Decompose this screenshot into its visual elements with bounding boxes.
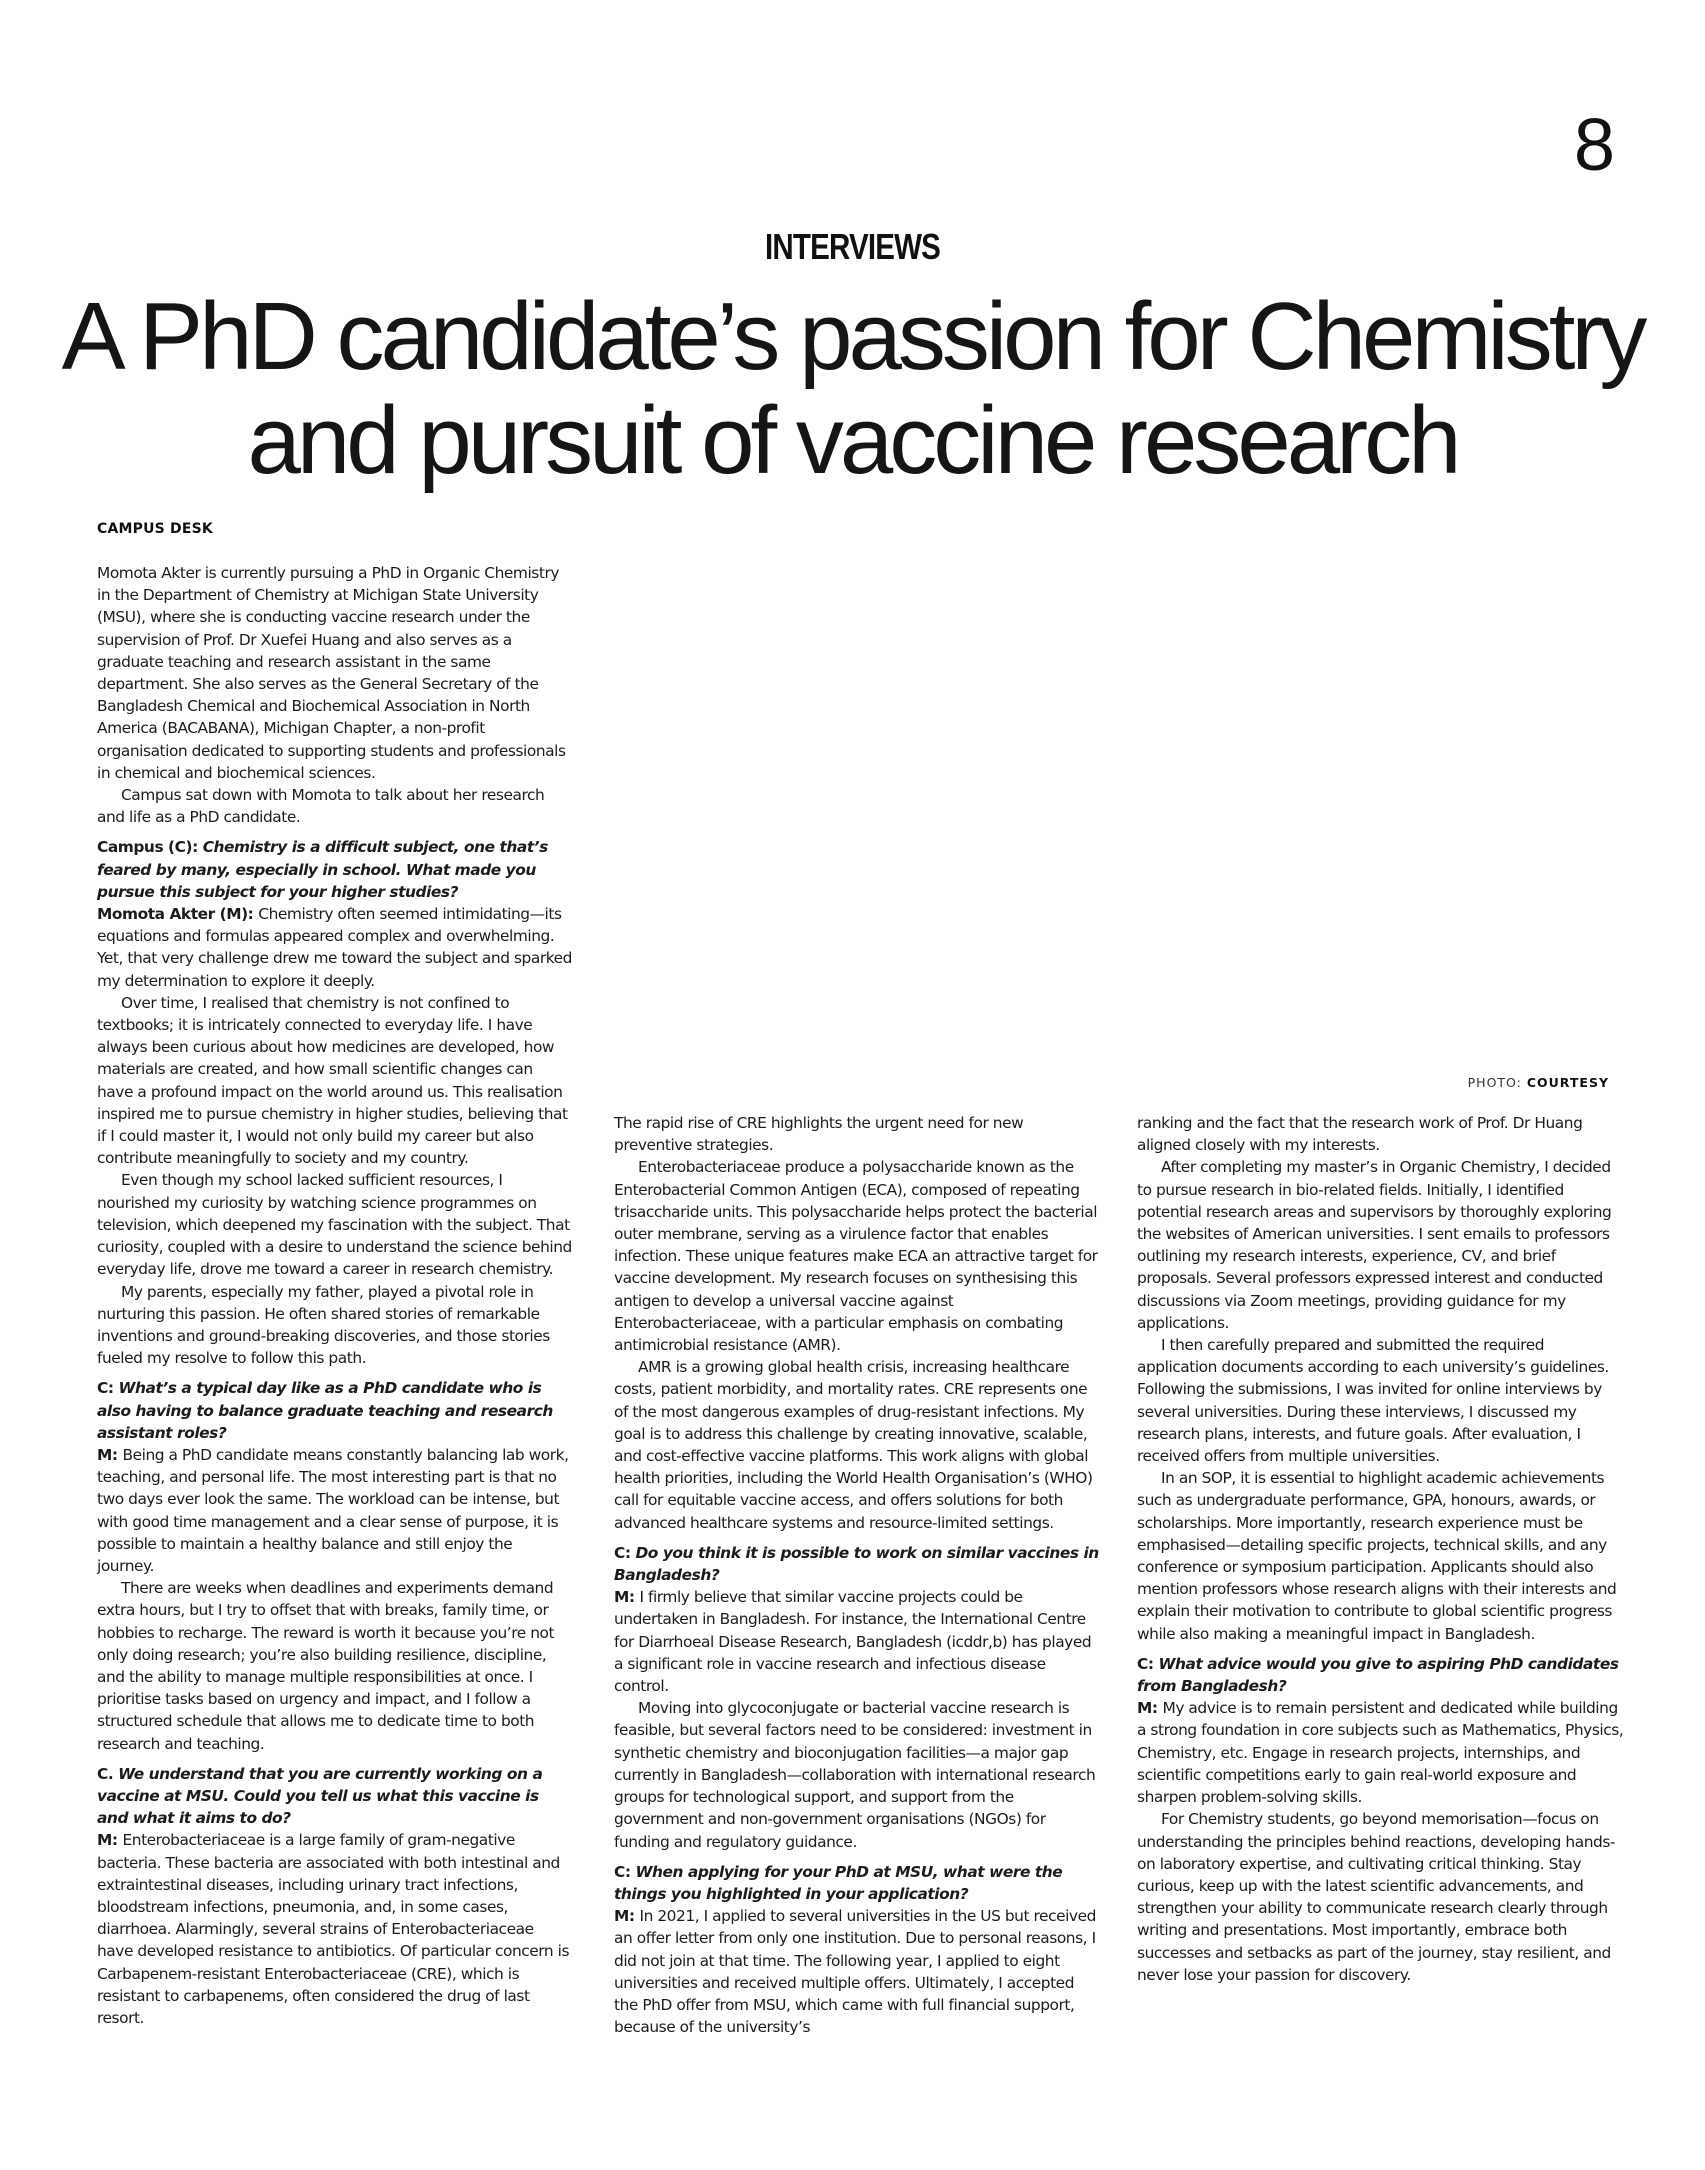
article-column-2 xyxy=(614,1112,1102,2038)
answer-paragraph: For Chemistry students, go beyond memorisation—focus on understanding the principles behind reactions, developing hands-on laboratory expertise, and cultivating critical thinking. Stay curious, keep up with the latest scientific advancements, and strengthen your ability to communicate research clearly through writing and presentations. Most importantly, embrace both successes and setbacks as part of the journey, stay resilient, and never lose your passion for discovery. xyxy=(1137,1810,1615,1984)
answer-paragraph: My parents, especially my father, played a pivotal role in nurturing this passion. He often shared stories of remarkable inventions and ground-breaking discoveries, and those stories fueled my resolve to follow this path. xyxy=(97,1282,550,1368)
intro-paragraph: Campus sat down with Momota to talk about her research and life as a PhD candidate. xyxy=(97,786,545,827)
answer-paragraph xyxy=(97,903,572,992)
question-speaker: Campus (C): xyxy=(97,838,203,857)
answer-speaker: Momota Akter (M): xyxy=(97,905,259,924)
answer-paragraph: I then carefully prepared and submitted the required application documents according to each university’s guidelines. Following the submissions, I was invited for online interviews by several universities. During these interviews, I discussed my research plans, interests, and future goals. After evaluation, I received offers from multiple universities. xyxy=(1137,1336,1609,1466)
page-number: 8 xyxy=(1573,103,1615,186)
headline-line-2: and pursuit of vaccine research xyxy=(247,387,1458,494)
question-text: What’s a typical day like as a PhD candidate who is also having to balance graduate teaching and research assistant roles? xyxy=(97,1379,553,1442)
article-column-1 xyxy=(97,562,572,2029)
answer-paragraph xyxy=(614,1586,1102,1697)
answer-speaker: M: xyxy=(614,1907,640,1926)
answer-paragraph xyxy=(1137,1697,1625,1808)
question xyxy=(614,1861,1102,1905)
answer-paragraph: Enterobacteriaceae produce a polysaccharide known as the Enterobacterial Common Antigen (ECA), composed of repeating trisaccharide units. This polysaccharide helps protect the bacterial outer membrane, serving as a virulence factor that enables infection. These unique features make ECA an attractive target for vaccine development. My research focuses on synthesising this antigen to develop a universal vaccine against Enterobacteriaceae, with a particular emphasis on combating antimicrobial resistance (AMR). xyxy=(614,1158,1098,1355)
answer-speaker: M: xyxy=(614,1588,640,1607)
answer-text: Enterobacteriaceae is a large family of gram-negative bacteria. These bacteria are associated with both intestinal and extraintestinal diseases, including urinary tract infections, bloodstream infections, pneumonia, and, in some cases, diarrhoea. Alarmingly, several strains of Enterobacteriaceae have developed resistance to antibiotics. Of particular concern is Carbapenem-resistant Enterobacteriaceae (CRE), which is resistant to carbapenems, often considered the drug of last resort. xyxy=(97,1831,570,2027)
answer-speaker: M: xyxy=(97,1831,123,1850)
answer-paragraph xyxy=(97,1444,572,1577)
answer-text: I firmly believe that similar vaccine projects could be undertaken in Bangladesh. For instance, the International Centre for Diarrhoeal Disease Research, Bangladesh (icddr,b) has played a significant role in vaccine research and infectious disease control. xyxy=(614,1588,1092,1696)
question-text: We understand that you are currently working on a vaccine at MSU. Could you tell us what this vaccine is and what it aims to do? xyxy=(97,1764,543,1828)
answer-paragraph: Even though my school lacked sufficient resources, I nourished my curiosity by watching science programmes on television, which deepened my fascination with the subject. That curiosity, coupled with a desire to understand the science behind everyday life, drove me toward a career in research chemistry. xyxy=(97,1171,572,1279)
photo-credit-prefix: PHOTO: xyxy=(1467,1075,1527,1090)
answer-paragraph: Moving into glycoconjugate or bacterial vaccine research is feasible, but several factors need to be considered: investment in synthetic chemistry and bioconjugation facilities—a major gap currently in Bangladesh—collaboration with international research groups for technological support, and support from the government and non-government organisations (NGOs) for funding and regulatory guidance. xyxy=(614,1699,1096,1851)
answer-text: My advice is to remain persistent and dedicated while building a strong foundation in core subjects such as Mathematics, Physics, Chemistry, etc. Engage in research projects, internships, and scientific competitions early to gain real-world exposure and sharpen problem-solving skills. xyxy=(1137,1699,1624,1807)
answer-paragraph xyxy=(614,1905,1102,2038)
intro-paragraph: Momota Akter is currently pursuing a PhD in Organic Chemistry in the Department of Chemistry at Michigan State University (MSU), where she is conducting vaccine research under the supervision of Prof. Dr Xuefei Huang and also serves as a graduate teaching and research assistant in the same department. She also serves as the General Secretary of the Bangladesh Chemical and Biochemical Association in North America (BACABANA), Michigan Chapter, a non-profit organisation dedicated to supporting students and professionals in chemical and biochemical sciences. xyxy=(97,564,566,782)
question xyxy=(97,836,572,903)
article-column-3 xyxy=(1137,1112,1625,1986)
photo-credit xyxy=(1468,1075,1609,1090)
byline: CAMPUS DESK xyxy=(97,521,213,537)
section-label: INTERVIEWS xyxy=(765,226,940,267)
question-speaker: C: xyxy=(614,1862,636,1881)
answer-text: Being a PhD candidate means constantly balancing lab work, teaching, and personal life. The most interesting part is that no two days ever look the same. The workload can be intense, but with good time management and a clear sense of purpose, it is possible to maintain a healthy balance and still enjoy the journey. xyxy=(97,1445,569,1575)
question-text: Chemistry is a difficult subject, one that’s feared by many, especially in school. What made you pursue this subject for your higher studies? xyxy=(97,838,548,901)
question-speaker: C: xyxy=(614,1543,636,1562)
question-speaker: C. xyxy=(97,1764,119,1783)
question xyxy=(614,1542,1102,1586)
answer-text: In 2021, I applied to several universities in the US but received an offer letter from only one institution. Due to personal reasons, I did not join at that time. The following year, I applied to eight universities and received multiple offers. Ultimately, I accepted the PhD offer from MSU, which came with full financial support, because of the university’s xyxy=(614,1907,1096,2037)
photo-credit-name: COURTESY xyxy=(1526,1075,1609,1090)
question xyxy=(97,1377,572,1444)
answer-speaker: M: xyxy=(1137,1699,1163,1718)
question xyxy=(97,1763,572,1830)
headline-line-1: A PhD candidate’s passion for Chemistry xyxy=(61,283,1644,390)
question-text: Do you think it is possible to work on similar vaccines in Bangladesh? xyxy=(614,1543,1099,1585)
question-speaker: C: xyxy=(97,1379,119,1398)
answer-paragraph xyxy=(97,1829,572,2029)
answer-paragraph: After completing my master’s in Organic Chemistry, I decided to pursue research in bio-related fields. Initially, I identified potential research areas and supervisors by thoroughly exploring the websites of American universities. I sent emails to professors outlining my research interests, experience, CV, and brief proposals. Several professors expressed interest and conducted discussions via Zoom meetings, providing guidance for my applications. xyxy=(1137,1158,1612,1332)
answer-paragraph: In an SOP, it is essential to highlight academic achievements such as undergraduate performance, GPA, honours, awards, or scholarships. More importantly, research experience must be emphasised—detailing specific projects, technical skills, and any conference or symposium participation. Applicants should also mention professors whose research aligns with their interests and explain their motivation to contribute to global scientific progress while also making a meaningful impact in Bangladesh. xyxy=(1137,1469,1617,1643)
question-speaker: C: xyxy=(1137,1654,1159,1673)
answer-paragraph: The rapid rise of CRE highlights the urgent need for new preventive strategies. xyxy=(614,1114,1024,1155)
question-text: When applying for your PhD at MSU, what were the things you highlighted in your application? xyxy=(614,1862,1063,1903)
answer-paragraph: ranking and the fact that the research work of Prof. Dr Huang aligned closely with my interests. xyxy=(1137,1114,1583,1155)
answer-paragraph: There are weeks when deadlines and experiments demand extra hours, but I try to offset that with breaks, family time, or hobbies to recharge. The reward is worth it because you’re not only doing research; you’re also building resilience, discipline, and the ability to manage multiple responsibilities at once. I prioritise tasks based on urgency and impact, and I follow a structured schedule that allows me to dedicate time to both research and teaching. xyxy=(97,1579,555,1753)
headline xyxy=(50,285,1655,493)
answer-paragraph: Over time, I realised that chemistry is not confined to textbooks; it is intricately connected to everyday life. I have always been curious about how medicines are developed, how materials are created, and how small scientific changes can have a profound impact on the world around us. This realisation inspired me to pursue chemistry in higher studies, believing that if I could master it, I would not only build my career but also contribute meaningfully to society and my country. xyxy=(97,993,568,1168)
question-text: What advice would you give to aspiring PhD candidates from Bangladesh? xyxy=(1137,1654,1619,1696)
answer-speaker: M: xyxy=(97,1445,123,1464)
answer-paragraph: AMR is a growing global health crisis, increasing healthcare costs, patient morbidity, and mortality rates. CRE represents one of the most dangerous examples of drug-resistant infections. My goal is to address this challenge by creating innovative, scalable, and cost-effective vaccine platforms. This work aligns with global health priorities, including the World Health Organisation’s (WHO) call for equitable vaccine access, and offers solutions for both advanced healthcare systems and resource-limited settings. xyxy=(614,1358,1093,1532)
answer-text: Chemistry often seemed intimidating—its equations and formulas appeared complex and overwhelming. Yet, that very challenge drew me toward the subject and sparked my determination to explore it deeply. xyxy=(97,905,572,990)
question xyxy=(1137,1653,1625,1697)
